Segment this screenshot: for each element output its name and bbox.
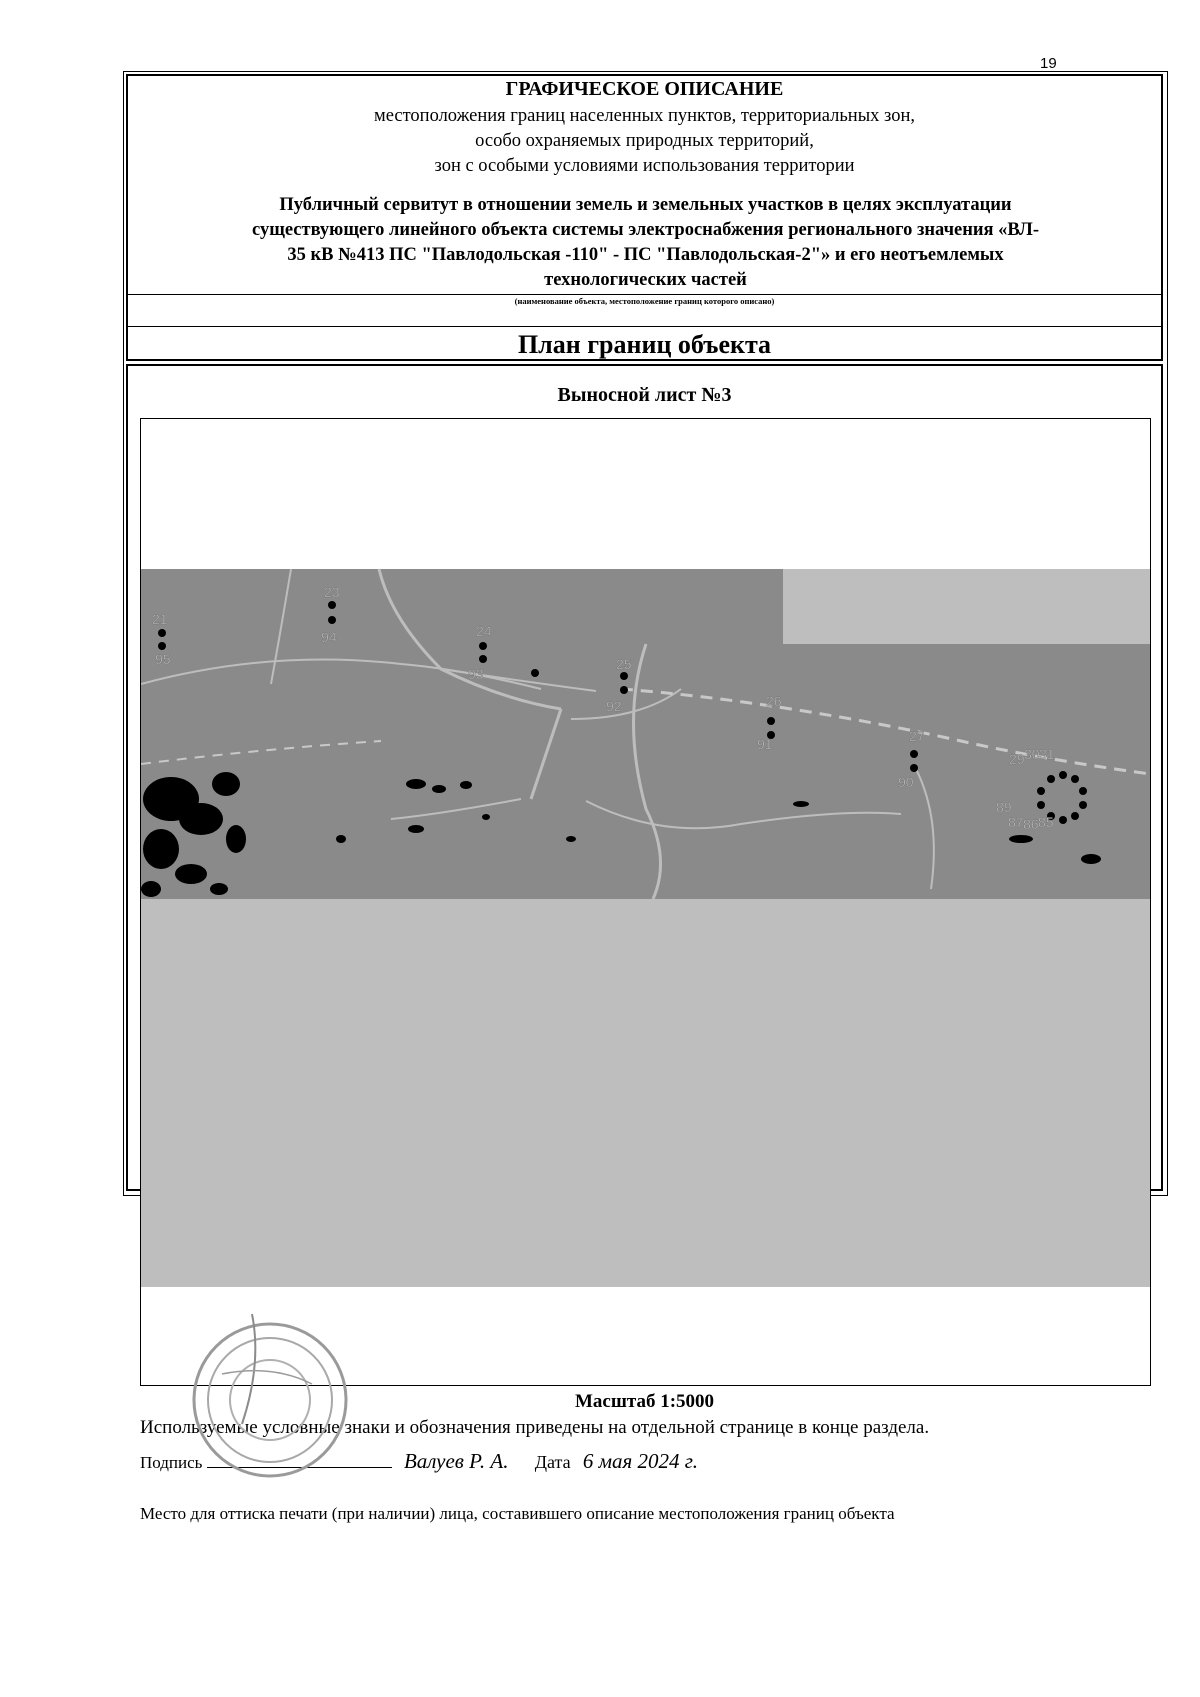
label-90: 90	[898, 774, 914, 790]
description-line-1: местоположения границ населенных пунктов, территориальных зон,	[373, 106, 915, 126]
label-24: 24	[476, 623, 492, 639]
signature-label: Подпись	[140, 1453, 203, 1472]
header-block	[126, 74, 1163, 361]
label-30: 30	[1024, 746, 1040, 762]
label-31: 31	[1039, 746, 1055, 762]
label-92: 92	[606, 698, 622, 714]
label-21: 21	[152, 611, 168, 627]
label-94: 94	[321, 629, 337, 645]
signer-name: Валуев Р. А.	[403, 1449, 509, 1473]
label-91: 91	[757, 736, 773, 752]
stamp-note: Место для оттиска печати (при наличии) лица, составившего описание местоположения границ объекта	[140, 1504, 895, 1523]
label-89: 89	[996, 799, 1012, 815]
map-image	[141, 419, 1150, 1385]
label-27: 27	[909, 728, 925, 744]
seal-stamp	[182, 1304, 362, 1479]
label-23: 23	[324, 584, 340, 600]
label-95: 95	[155, 651, 171, 667]
plan-title: План границ объекта	[517, 330, 772, 359]
sheet-title: Выносной лист №3	[557, 384, 732, 406]
page-number: 19	[1040, 55, 1057, 72]
description-line-3: зон с особыми условиями использования территории	[434, 156, 855, 176]
legend-note: Используемые условные знаки и обозначения приведены на отдельной странице в конце раздела.	[140, 1417, 930, 1438]
label-86: 86	[1023, 816, 1039, 832]
label-93: 93	[468, 666, 484, 682]
object-line-3: 35 кВ №413 ПС "Павлодольская -110" - ПС "Павлодольская-2"» и его неотъемлемых	[287, 245, 1004, 265]
scale-label: Масштаб 1:5000	[574, 1391, 715, 1412]
object-note: (наименование объекта, местоположение границ которого описано)	[514, 296, 775, 306]
date-label: Дата	[534, 1452, 571, 1472]
object-line-2: существующего линейного объекта системы электроснабжения регионального значения «ВЛ-	[252, 220, 1039, 240]
label-29: 29	[1009, 751, 1025, 767]
divider	[128, 294, 1161, 295]
label-26: 26	[766, 693, 782, 709]
label-25: 25	[616, 656, 632, 672]
date-value: 6 мая 2024 г.	[582, 1449, 698, 1473]
divider	[128, 326, 1161, 327]
map-frame	[140, 418, 1151, 1386]
object-name	[168, 193, 1123, 293]
object-line-4: технологических частей	[544, 270, 747, 290]
object-line-1: Публичный сервитут в отношении земель и земельных участков в целях эксплуатации	[279, 195, 1012, 215]
sheet-block	[126, 364, 1163, 1523]
label-87: 87	[1008, 814, 1024, 830]
description-line-2: особо охраняемых природных территорий,	[475, 131, 814, 151]
document-title: ГРАФИЧЕСКОЕ ОПИСАНИЕ	[505, 78, 784, 100]
label-85: 85	[1038, 814, 1054, 830]
